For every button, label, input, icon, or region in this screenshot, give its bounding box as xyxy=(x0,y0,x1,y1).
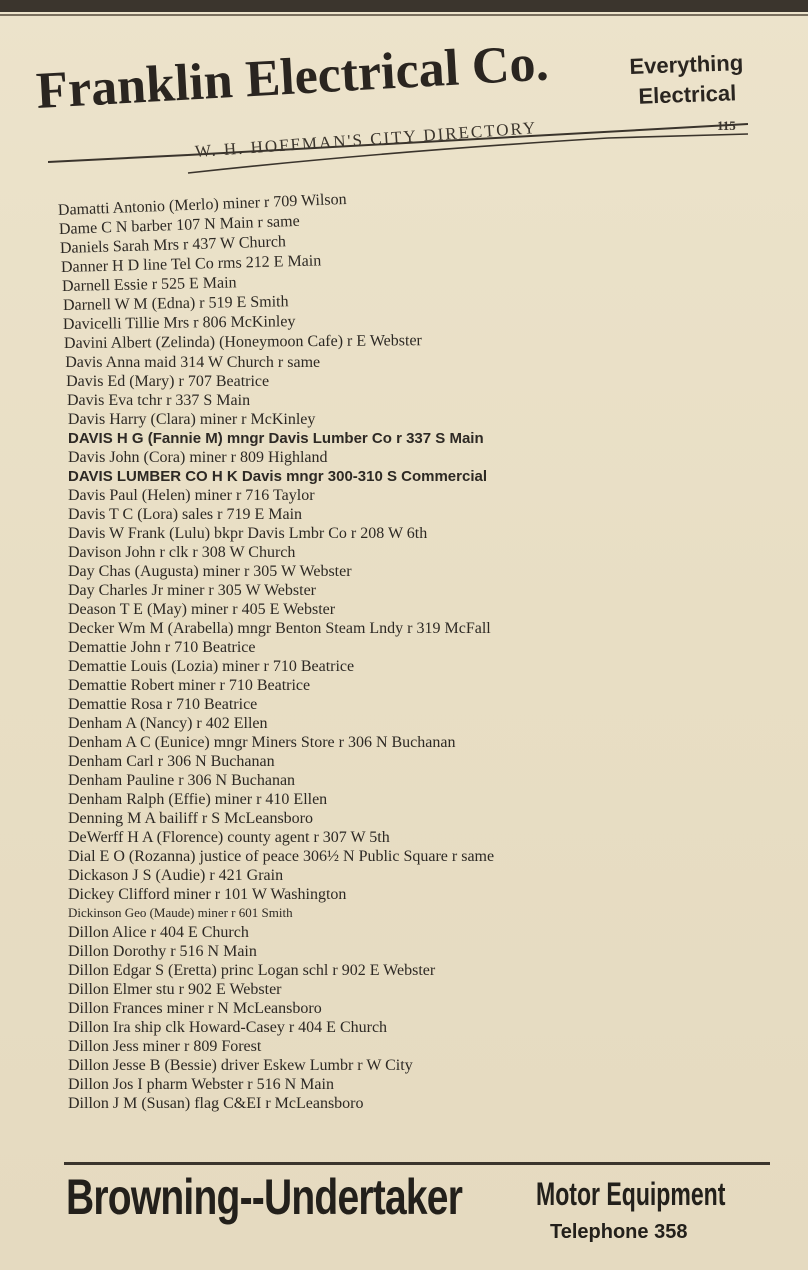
directory-entry: Demattie Robert miner r 710 Beatrice xyxy=(68,677,311,694)
tagline-line-1: Everything xyxy=(629,50,744,79)
directory-entry: Demattie Rosa r 710 Beatrice xyxy=(68,696,258,713)
directory-entry: Denham A C (Eunice) mngr Miners Store r 306 N Buchanan xyxy=(68,734,456,751)
directory-entry: DAVIS LUMBER CO H K Davis mngr 300-310 S Commercial xyxy=(68,468,488,485)
directory-entry: Denham Carl r 306 N Buchanan xyxy=(68,753,275,770)
directory-entry: Dickey Clifford miner r 101 W Washington xyxy=(68,886,347,903)
directory-entry: Daniels Sarah Mrs r 437 W Church xyxy=(59,233,286,257)
footer-service: Motor Equipment xyxy=(536,1176,726,1212)
directory-entry: Davis Harry (Clara) miner r McKinley xyxy=(67,411,316,428)
footer-advertisement: Browning--Undertaker xyxy=(66,1169,463,1225)
directory-entry: Darnell W M (Edna) r 519 E Smith xyxy=(62,293,289,314)
directory-entry: Dillon Jos I pharm Webster r 516 N Main xyxy=(68,1076,334,1093)
directory-entry: Dillon Alice r 404 E Church xyxy=(68,924,249,941)
directory-entry: Darnell Essie r 525 E Main xyxy=(61,274,237,295)
directory-entry: Dillon Frances miner r N McLeansboro xyxy=(68,1000,322,1017)
directory-entry: Damatti Antonio (Merlo) miner r 709 Wilson xyxy=(57,190,347,219)
footer-rule xyxy=(64,1162,770,1165)
directory-entry: Denham Pauline r 306 N Buchanan xyxy=(68,772,296,789)
directory-entry: Demattie John r 710 Beatrice xyxy=(68,639,256,656)
directory-entry: Dillon Jess miner r 809 Forest xyxy=(68,1038,262,1055)
directory-entry: Davini Albert (Zelinda) (Honeymoon Cafe) r E Webster xyxy=(64,332,423,352)
directory-entry: Decker Wm M (Arabella) mngr Benton Steam Lndy r 319 McFall xyxy=(68,620,491,637)
directory-entry: DeWerff H A (Florence) county agent r 307 W 5th xyxy=(68,829,390,846)
directory-entry: Davis Ed (Mary) r 707 Beatrice xyxy=(66,373,270,390)
directory-entry: Davis Paul (Helen) miner r 716 Taylor xyxy=(68,487,315,504)
directory-entry: Dial E O (Rozanna) justice of peace 306½ N Public Square r same xyxy=(68,848,495,865)
tagline-line-2: Electrical xyxy=(638,80,737,109)
footer-phone: Telephone 358 xyxy=(550,1221,688,1243)
directory-entry: Denham A (Nancy) r 402 Ellen xyxy=(68,715,268,732)
directory-entry: Davis John (Cora) miner r 809 Highland xyxy=(68,449,328,466)
directory-entry: Dickason J S (Audie) r 421 Grain xyxy=(68,867,284,884)
directory-entry: Dame C N barber 107 N Main r same xyxy=(58,212,300,238)
directory-entry: Day Charles Jr miner r 305 W Webster xyxy=(68,582,316,599)
directory-entry: Denham Ralph (Effie) miner r 410 Ellen xyxy=(68,791,328,808)
directory-entry: Dillon Ira ship clk Howard-Casey r 404 E Church xyxy=(68,1019,388,1036)
directory-entry: DAVIS H G (Fannie M) mngr Davis Lumber Co r 337 S Main xyxy=(68,430,484,447)
directory-entry: Denning M A bailiff r S McLeansboro xyxy=(68,810,314,827)
page-number: 115 xyxy=(717,118,736,133)
directory-entry: Deason T E (May) miner r 405 E Webster xyxy=(68,601,336,618)
directory-entry: Davis Eva tchr r 337 S Main xyxy=(67,392,251,409)
directory-entry: Davis Anna maid 314 W Church r same xyxy=(65,354,321,371)
directory-entry: Dillon Dorothy r 516 N Main xyxy=(68,943,257,960)
directory-entry: Davis W Frank (Lulu) bkpr Davis Lmbr Co r 208 W 6th xyxy=(68,525,428,542)
directory-entry: Dillon Elmer stu r 902 E Webster xyxy=(68,981,282,998)
directory-entry: Danner H D line Tel Co rms 212 E Main xyxy=(60,252,322,276)
directory-entry: Demattie Louis (Lozia) miner r 710 Beatrice xyxy=(68,658,355,675)
directory-entry: Davis T C (Lora) sales r 719 E Main xyxy=(68,506,303,523)
directory-entry: Davison John r clk r 308 W Church xyxy=(68,544,296,561)
directory-entry: Dickinson Geo (Maude) miner r 601 Smith xyxy=(68,905,293,920)
directory-title: W. H. HOFFMAN'S CITY DIRECTORY xyxy=(194,118,538,161)
directory-entry: Davicelli Tillie Mrs r 806 McKinley xyxy=(63,313,296,333)
directory-entry: Day Chas (Augusta) miner r 305 W Webster xyxy=(68,563,352,580)
directory-entry: Dillon J M (Susan) flag C&EI r McLeansboro xyxy=(68,1095,364,1112)
directory-entry: Dillon Edgar S (Eretta) princ Logan schl r 902 E Webster xyxy=(68,962,436,979)
header-advertisement: Franklin Electrical Co. xyxy=(34,34,550,121)
directory-entry: Dillon Jesse B (Bessie) driver Eskew Lumbr r W City xyxy=(68,1057,413,1074)
